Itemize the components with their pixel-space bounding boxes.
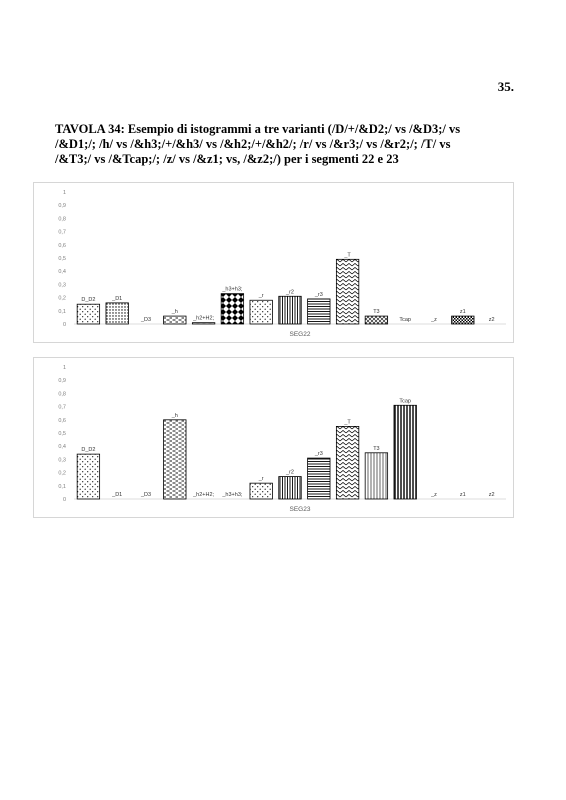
y-tick-label: 1 (62, 365, 66, 371)
caption-line-1: TAVOLA 34: Esempio di istogrammi a tre varianti (/D/+/&D2;/ vs /&D3;/ vs (55, 122, 461, 136)
bar (279, 296, 301, 324)
y-tick-label: 0,9 (58, 378, 66, 385)
y-tick-label: 0,6 (58, 417, 66, 424)
bar-data-label: _D1 (112, 295, 123, 302)
bar (336, 259, 358, 324)
y-tick-label: 0,1 (58, 308, 66, 315)
bar (279, 477, 301, 499)
y-tick-label: 0,5 (58, 256, 66, 262)
bar (164, 420, 186, 499)
bar (308, 299, 330, 324)
bar (365, 316, 387, 324)
bar (394, 405, 416, 499)
bar-data-label: Tcap (399, 317, 412, 323)
bar (250, 300, 272, 324)
y-tick-label: 0 (62, 322, 66, 328)
bar-data-label: _h (171, 309, 178, 316)
bar (336, 426, 358, 499)
bar (106, 303, 128, 324)
bar-data-label: _r2 (286, 289, 294, 296)
chart-seg22 (33, 182, 514, 343)
bar-data-label: _r (258, 293, 264, 300)
bar-data-label: _r (258, 476, 264, 483)
y-tick-label: 0,7 (58, 229, 66, 236)
bar-data-label: _D1 (112, 492, 123, 498)
bar-data-label: _T (344, 419, 351, 426)
y-tick-label: 0,4 (58, 269, 66, 276)
bar-data-label: _r3 (314, 451, 323, 458)
y-tick-label: 0,3 (58, 282, 66, 289)
bar (221, 294, 243, 324)
bar-data-label: D_D2 (81, 447, 96, 454)
bar-data-label: z2 (488, 492, 495, 498)
chart-seg22-svg (34, 183, 513, 342)
chart-seg23-svg (34, 358, 513, 517)
y-tick-label: 0,9 (58, 203, 66, 210)
y-tick-label: 0,4 (58, 444, 66, 451)
bar-data-label: Tcap (399, 398, 412, 405)
bar-data-label: _h2+H2; (193, 492, 215, 498)
y-tick-label: 0 (62, 497, 66, 503)
bar-data-label: z1 (459, 492, 466, 498)
caption-line-3: /&T3;/ vs /&Tcap;/; /z/ vs /&z1; vs, /&z2;/) per i segmenti 22 e 23 (55, 152, 399, 166)
bar (452, 316, 474, 324)
y-tick-label: 0,2 (58, 295, 66, 302)
bar-data-label: _T (344, 252, 351, 259)
caption-line-2: /&D1;/; /h/ vs /&h3;/+/&h3/ vs /&h2;/+/&h2/; /r/ vs /&r3;/ vs /&r2;/; /T/ vs (55, 137, 451, 151)
y-tick-label: 0,7 (58, 404, 66, 411)
bar (308, 458, 330, 499)
bar-data-label: _z (431, 492, 437, 498)
y-tick-label: 0,2 (58, 470, 66, 477)
y-tick-label: 0,6 (58, 242, 66, 249)
y-tick-label: 0,8 (58, 391, 66, 398)
bar-data-label: T3 (373, 309, 380, 316)
bar-data-label: _D3 (140, 317, 152, 323)
x-axis-title: SEG22 (289, 331, 311, 338)
bar-data-label: _r2 (286, 469, 294, 476)
bar-data-label: _z (431, 317, 437, 323)
bar-data-label: T3 (373, 445, 380, 452)
x-axis-title: SEG23 (289, 506, 311, 513)
chart-seg23 (33, 357, 514, 518)
figure-caption (55, 122, 520, 167)
bar (192, 323, 214, 324)
bar (250, 483, 272, 499)
bar (77, 304, 99, 324)
bar-data-label: _h (171, 412, 178, 419)
y-tick-label: 1 (62, 190, 66, 196)
y-tick-label: 0,5 (58, 431, 66, 437)
bar-data-label: D_D2 (81, 297, 96, 304)
bar-data-label: _h3+h3; (222, 286, 243, 293)
bar (77, 454, 99, 499)
page-number: 35. (497, 79, 514, 94)
y-tick-label: 0,3 (58, 457, 66, 464)
bar-data-label: _h2+H2; (193, 315, 215, 322)
bar-data-label: _r3 (314, 291, 323, 298)
bar-data-label: z2 (488, 317, 495, 323)
bar-data-label: _h3+h3; (222, 492, 243, 498)
bar (164, 316, 186, 324)
bar-data-label: _D3 (140, 492, 152, 498)
bar (365, 453, 387, 499)
y-tick-label: 0,1 (58, 483, 66, 490)
bar-data-label: z1 (459, 309, 466, 316)
y-tick-label: 0,8 (58, 216, 66, 223)
